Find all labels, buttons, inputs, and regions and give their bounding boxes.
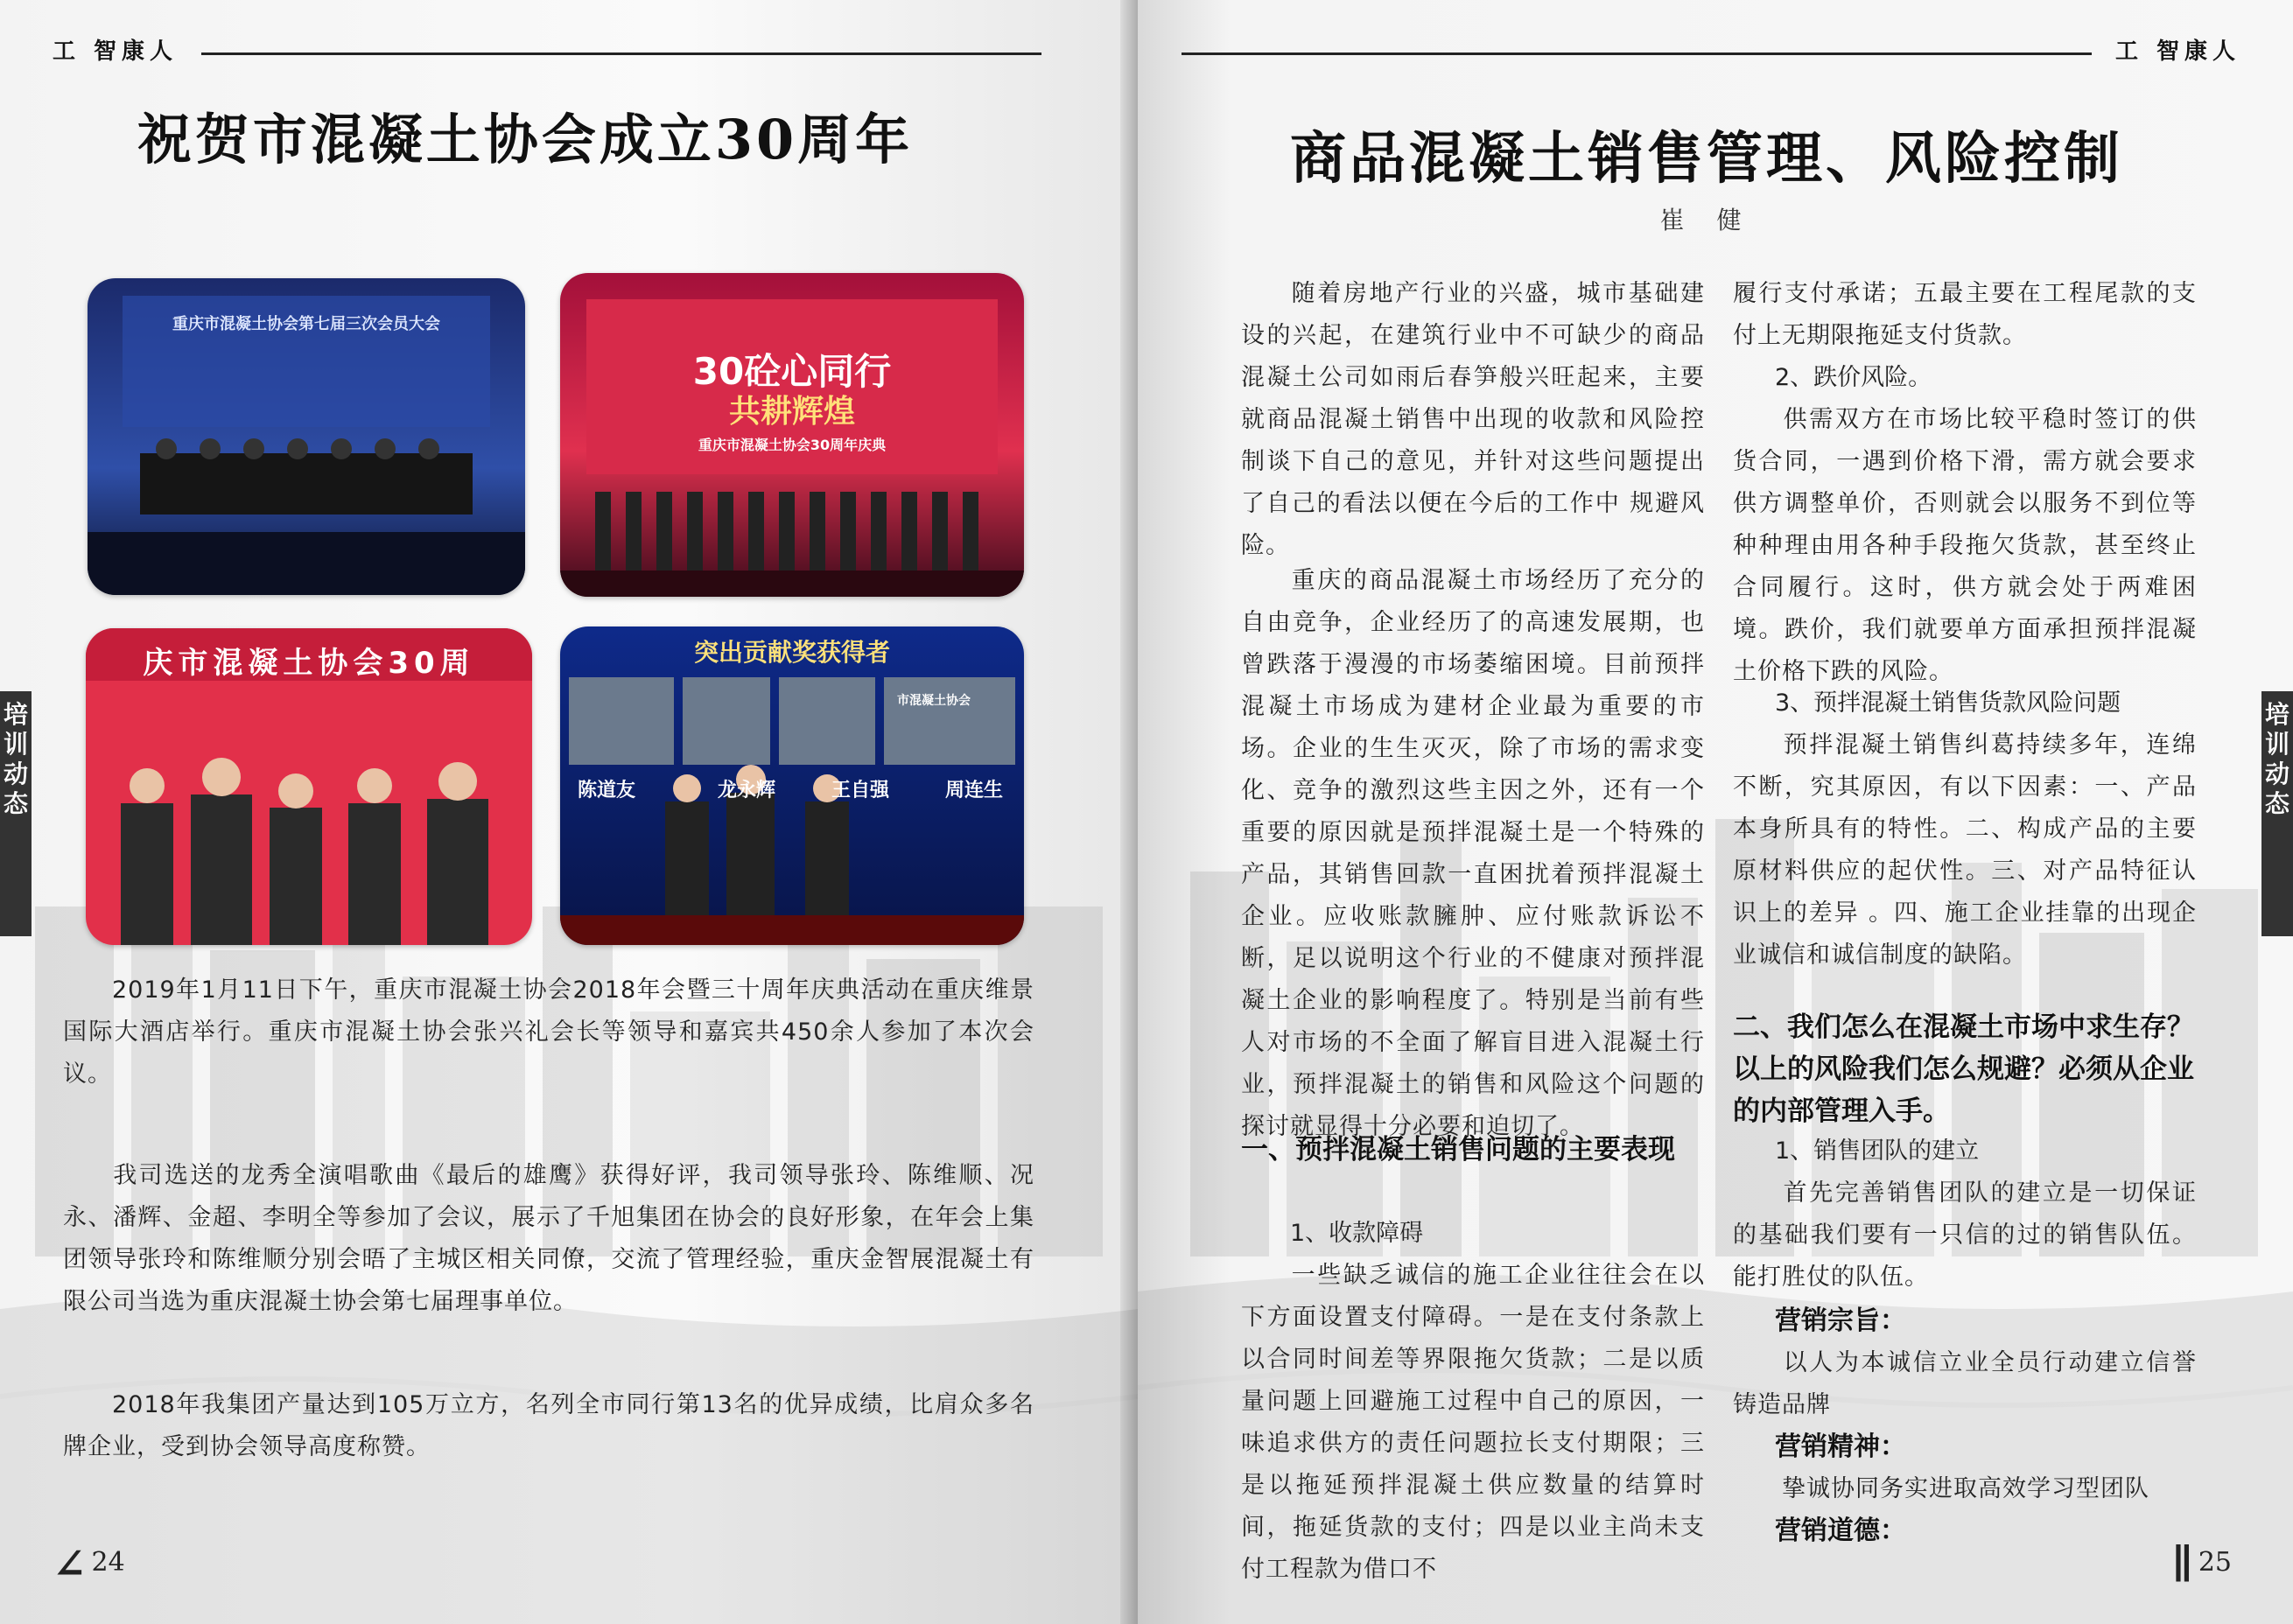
paragraph (1733, 399, 2197, 693)
subsection-heading: 2、跌价风险。 (1775, 364, 1932, 391)
paragraph-text: 我司选送的龙秀全演唱歌曲《最后的雄鹰》获得好评，我司领导张玲、陈维顺、况永、潘辉、金超、李明全等参加了会议，展示了千旭集团在协会的良好形象，在年会上集团领导张玲和陈维顺分别会晤了主城区相关同僚，交流了管理经验，重庆金智展混凝土有限公司当选为重庆混凝土协会第七届理事单位。 (63, 1162, 1034, 1315)
page-number (53, 1540, 125, 1587)
header-rule (201, 52, 1041, 55)
article-title: 祝贺市混凝土协会成立30周年 (137, 108, 914, 172)
left-page (0, 0, 1138, 1624)
photo-anniversary-stage (560, 273, 1024, 597)
paragraph-text: 一些缺乏诚信的施工企业往往会在以下方面设置支付障碍。一是在支付条款上以合同时间差等界限拖欠货款；二是以质量问题上回避施工过程中自己的原因，一味追求供方的责任问题拉长支付期限；三是以拖延预拌混凝土供应数量的结算时间，拖延货款的支付；四是以业主尚未支付工程款为借口不 (1241, 1262, 1705, 1583)
header-rule (1182, 52, 2092, 55)
paragraph-text: 履行支付承诺；五最主要在工程尾款的支付上无期限拖延支付货款。 (1733, 280, 2197, 349)
paragraph (1241, 560, 1705, 1148)
subsection-heading: 1、收款障碍 (1290, 1220, 1424, 1247)
photo-group-red (86, 628, 532, 945)
photo-banner-text: 庆市混凝土协会30周 (143, 646, 475, 681)
right-page (1138, 0, 2293, 1624)
paragraph-text: 预拌混凝土销售纠葛持续多年，连绵不断，究其原因，有以下因素：一、产品本身所具有的特性。二、构成产品的主要原材料供应的起伏性。三、对产品特征认识上的差异 。四、施工企业挂靠的出现企业诚信和诚信制度的缺陷。 (1733, 732, 2197, 969)
paragraph-text: 重庆的商品混凝土市场经历了充分的自由竞争，企业经历了的高速发展期，也曾跌落于漫漫的市场萎缩困境。目前预拌混凝土市场成为建材企业最为重要的市场。企业的生生灭灭，除了市场的需求变化、竞争的激烈这些主因之外，还有一个重要的原因就是预拌混凝土是一个特殊的产品，其销售回款一直困扰着预拌混凝土企业。应收账款臃肿、应付账款诉讼不断，足以说明这个行业的不健康对预拌混凝土企业的影响程度了。特别是当前有些人对市场的不全面了解盲目进入混凝土行业，预拌混凝土的销售和风险这个问题的探讨就显得十分必要和迫切了。 (1241, 567, 1705, 1140)
brand-logo: 工 智康人 (2114, 38, 2240, 65)
awardee-name: 周连生 (945, 780, 1004, 802)
photo-slogan-line1: 30砼心同行 (692, 350, 892, 393)
article-title: 商品混凝土销售管理、风险控制 (1290, 126, 2123, 192)
article-author: 崔 健 (1659, 206, 1754, 234)
page-number-text: 25 (2198, 1547, 2232, 1578)
awardee-name: 龙永辉 (718, 780, 776, 802)
page-mark-icon: ∥ (2171, 1540, 2193, 1587)
paragraph (63, 1155, 1034, 1323)
paragraph (1733, 724, 2197, 976)
paragraph-text: 供需双方在市场比较平稳时签订的供货合同，一遇到价格下滑，需方就会要求供方调整单价，否则就会以服务不到位等种种理由用各种手段拖欠货款，甚至终止合同履行。这时，供方就会处于两难困境。跌价，我们就要单方面承担预拌混凝土价格下跌的风险。 (1733, 406, 2197, 685)
photo-slogan-line2: 共耕辉煌 (728, 394, 855, 430)
marketing-label: 营销宗旨： (1775, 1306, 1906, 1336)
paragraph-text: 随着房地产行业的兴盛，城市基础建设的兴起，在建筑行业中不可缺少的商品混凝土公司如雨后春笋般兴旺起来，主要就商品混凝土销售中出现的收款和风险控制谈下自己的意见，并针对这些问题提出了自己的看法以便在今后的工作中 规避风险。 (1241, 280, 1705, 559)
photo-award-ceremony (560, 626, 1024, 945)
photo-slogan-line3: 重庆市混凝土协会30周年庆典 (698, 437, 887, 453)
photo-tile-text: 市混凝土协会 (897, 694, 971, 708)
page-number-text: 24 (91, 1547, 125, 1578)
paragraph (1733, 1342, 2197, 1426)
paragraph-text: 2018年我集团产量达到105万立方，名列全市同行第13名的优异成绩，比肩众多名牌企业，受到协会领导高度称赞。 (63, 1391, 1034, 1460)
section-tab: 培训动态 (2261, 691, 2293, 936)
subsection-heading: 3、预拌混凝土销售货款风险问题 (1775, 690, 2121, 717)
paragraph (1733, 273, 2197, 357)
awardee-name: 陈道友 (578, 780, 636, 802)
paragraph-text: 以人为本诚信立业全员行动建立信誉铸造品牌 (1733, 1349, 2197, 1418)
page-header (53, 33, 1041, 65)
page-header (1182, 33, 2240, 65)
photo-banner-text: 重庆市混凝土协会第七届三次会员大会 (172, 315, 440, 333)
section-heading: 二、我们怎么在混凝土市场中求生存？以上的风险我们怎么规避？必须从企业的内部管理入手。 (1733, 1012, 2194, 1127)
paragraph (1733, 1468, 2197, 1510)
awardee-name: 王自强 (831, 780, 890, 802)
paragraph (1241, 273, 1705, 567)
paragraph (63, 970, 1034, 1096)
section-heading: 一、预拌混凝土销售问题的主要表现 (1241, 1134, 1675, 1166)
paragraph-text: 2019年1月11日下午，重庆市混凝土协会2018年会暨三十周年庆典活动在重庆维景国际大酒店举行。重庆市混凝土协会张兴礼会长等领导和嘉宾共450余人参加了本次会议。 (63, 976, 1034, 1088)
photo-member-meeting (88, 278, 525, 595)
page-mark-icon: ∠ (53, 1540, 87, 1587)
paragraph-text: 首先完善销售团队的建立是一切保证的基础我们要有一只信的过的销售队伍。能打胜仗的队伍。 (1733, 1180, 2197, 1291)
marketing-label: 营销道德： (1775, 1516, 1906, 1546)
section-tab: 培训动态 (0, 691, 32, 936)
paragraph-text: 挚诚协同务实进取高效学习型团队 (1782, 1475, 2149, 1502)
page-number (2171, 1540, 2232, 1587)
paragraph (63, 1384, 1034, 1468)
paragraph (1241, 1255, 1705, 1591)
photo-banner-text: 突出贡献奖获得者 (693, 638, 890, 667)
brand-logo: 工 智康人 (53, 38, 179, 65)
paragraph (1733, 1172, 2197, 1298)
subsection-heading: 1、销售团队的建立 (1775, 1138, 1980, 1165)
marketing-label: 营销精神： (1775, 1432, 1906, 1462)
